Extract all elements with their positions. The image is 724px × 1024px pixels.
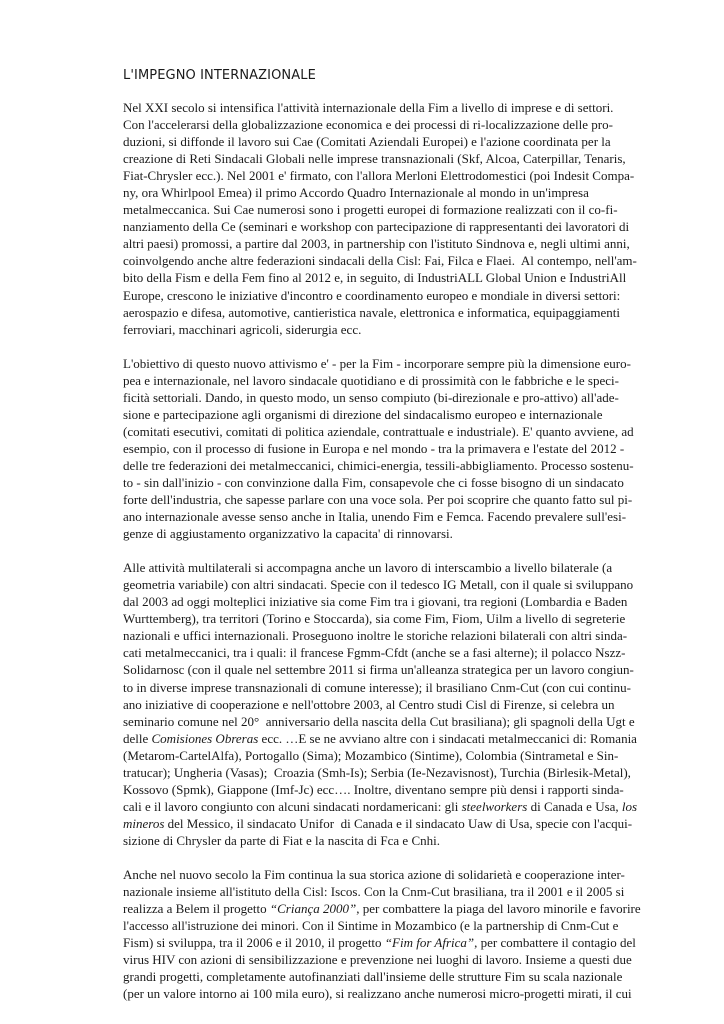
text-line: pea e internazionale, nel lavoro sindacale quotidiano e di prossimità con le fabbriche e le speci- [123, 372, 619, 388]
text-line: sizione di Chrysler da parte di Fiat e la nascita di Fca e Cnhi. [123, 832, 440, 848]
text-line: creazione di Reti Sindacali Globali nelle imprese transnazionali (Skf, Alcoa, Caterpillar, Tenaris, [123, 151, 626, 167]
text-line: nazionali e uffici internazionali. Proseguono inoltre le storiche relazioni bilaterali con altri sinda- [123, 628, 628, 644]
text-line: genze di aggiustamento organizzativo la capacita' di rinnovarsi. [123, 526, 453, 542]
text-line: mineros del Messico, il sindacato Unifor di Canada e il sindacato Uaw di Usa, specie con l'acqui- [123, 815, 633, 831]
text-line: (comitati esecutivi, comitati di politica aziendale, contrattuale e industriale). E' quanto avviene, ad [123, 423, 634, 439]
text-line: Wurttemberg), tra territori (Torino e Stoccarda), sia come Fim, Fiom, Uilm a livello di segreterie [123, 611, 626, 627]
text-line: metalmeccanica. Sui Cae numerosi sono i progetti europei di formazione realizzati con il co-fi- [123, 202, 618, 218]
text-line: delle tre federazioni dei metalmeccanici, chimici-energia, tessili-abbigliamento. Processo sostenu- [123, 457, 634, 473]
text-line: bito della Fism e della Fem fino al 2012 e, in seguito, di IndustriALL Global Union e IndustriAll [123, 270, 627, 286]
text-line: grandi progetti, completamente autofinanziati dall'insieme delle strutture Fim su scala nazionale [123, 969, 623, 985]
page-title: L'IMPEGNO INTERNAZIONALE [123, 68, 316, 83]
text-line: duzioni, si diffonde il lavoro sui Cae (Comitati Aziendali Europei) e l'azione coordinata per la [123, 134, 611, 150]
text-line: aerospazio e difesa, automotive, cantieristica navale, elettronica e informatica, equipaggiamenti [123, 304, 621, 320]
paragraph [123, 355, 663, 543]
text-line: sione e partecipazione agli organismi di direzione del sindacalismo europeo e internazionale [123, 406, 603, 422]
text-line: (per un valore intorno ai 100 mila euro), si realizzano anche numerosi micro-progetti mirati, il cui [123, 986, 632, 1002]
text-line: Anche nel nuovo secolo la Fim continua la sua storica azione di solidarietà e cooperazione inter- [123, 866, 625, 882]
text-line: Fism) si sviluppa, tra il 2006 e il 2010, il progetto “Fim for Africa”, per combattere il contagio del [123, 935, 636, 951]
text-line: ny, ora Whirlpool Emea) il primo Accordo Quadro Internazionale al mondo in un'impresa [123, 185, 589, 201]
text-line: virus HIV con azioni di sensibilizzazione e prevenzione nei luoghi di lavoro. Insieme a questi due [123, 952, 632, 968]
text-line: L'obiettivo di questo nuovo attivismo e' - per la Fim - incorporare sempre più la dimensione euro- [123, 355, 631, 371]
paragraph [123, 99, 663, 338]
text-line: to - sin dall'inizio - con convinzione dalla Fim, consapevole che ci fosse bisogno di un sindacato [123, 474, 624, 490]
text-line: Con l'accelerarsi della globalizzazione economica e dei processi di ri-localizzazione delle pro- [123, 117, 613, 133]
text-line: Kossovo (Spmk), Giappone (Imf-Jc) ecc…. Inoltre, diventano sempre più densi i rapporti sinda- [123, 781, 624, 797]
document-body [123, 99, 663, 1019]
text-line: ficità settoriali. Dando, in questo modo, un senso compiuto (bi-direzionale e pro-attivo) all'ade- [123, 389, 619, 405]
paragraph [123, 559, 663, 849]
text-line: cali e il lavoro congiunto con alcuni sindacati nordamericani: gli steelworkers di Canada e Usa, los [123, 798, 638, 814]
text-line: cati metalmeccanici, tra i quali: il francese Fgmm-Cfdt (anche se a fasi alterne); il polacco Nszz- [123, 645, 626, 661]
text-line: Solidarnosc (con il quale nel settembre 2011 si firma un'alleanza strategica per un lavoro congiun- [123, 662, 634, 678]
paragraph [123, 866, 663, 1002]
text-line: realizza a Belem il progetto “Criança 2000”, per combattere la piaga del lavoro minorile e favorire [123, 901, 641, 917]
text-line: to in diverse imprese transnazionali di comune interesse); il brasiliano Cnm-Cut (con cui continu- [123, 679, 631, 695]
text-line: coinvolgendo anche altre federazioni sindacali della Cisl: Fai, Filca e Flaei. Al contempo, nell'am- [123, 253, 637, 269]
text-line: altri paesi) promossi, a partire dal 2003, in partnership con l'istituto Sindnova e, negli ultimi anni, [123, 236, 630, 252]
text-line: dal 2003 ad oggi molteplici iniziative sia come Fim tra i giovani, tra regioni (Lombardia e Baden [123, 594, 628, 610]
text-line: forte dell'industria, che sapesse parlare con una voce sola. Per poi scoprire che quanto fatto sul pi- [123, 492, 633, 508]
text-line: ano iniziative di cooperazione e nell'ottobre 2003, al Centro studi Cisl di Firenze, si celebra un [123, 696, 615, 712]
text-line: ano internazionale avesse senso anche in Italia, unendo Fim e Femca. Facendo prevalere sull'esi- [123, 509, 627, 525]
text-line: Alle attività multilaterali si accompagna anche un lavoro di interscambio a livello bilaterale (a [123, 560, 613, 576]
text-line: nazionale insieme all'istituto della Cisl: Iscos. Con la Cnm-Cut brasiliana, tra il 2001 e il 2005 si [123, 884, 625, 900]
text-line: geometria variabile) con altri sindacati. Specie con il tedesco IG Metall, con il quale si sviluppano [123, 577, 634, 593]
text-line: (Metarom-CartelAlfa), Portogallo (Sima); Mozambico (Sintime), Colombia (Sintrametal e Sin- [123, 747, 619, 763]
text-line: delle Comisiones Obreras ecc. …E se ne avviano altre con i sindacati metalmeccanici di: Romania [123, 730, 637, 746]
text-line: ferroviari, macchinari agricoli, siderurgia ecc. [123, 321, 362, 337]
text-line: tratucar); Ungheria (Vasas); Croazia (Smh-Is); Serbia (Ie-Nezavisnost), Turchia (Birlesik-Metal), [123, 764, 631, 780]
text-line: nanziamento della Ce (seminari e workshop con partecipazione di rappresentanti dei lavoratori di [123, 219, 630, 235]
text-line: seminario comune nel 20° anniversario della nascita della Cut brasiliana); gli spagnoli della Ugt e [123, 713, 635, 729]
text-line: Europe, crescono le iniziative d'incontro e coordinamento europeo e mondiale in diversi settori: [123, 287, 621, 303]
text-line: Nel XXI secolo si intensifica l'attività internazionale della Fim a livello di imprese e di settori. [123, 100, 614, 115]
text-line: esempio, con il processo di fusione in Europa e nel mondo - tra la primavera e l'estate del 2012 - [123, 440, 625, 456]
text-line: l'accesso all'istruzione dei minori. Con il Sintime in Mozambico (e la partnership di Cnm-Cut e [123, 918, 619, 934]
text-line: Fiat-Chrysler ecc.). Nel 2001 e' firmato, con l'allora Merloni Elettrodomestici (poi Indesit Compa- [123, 168, 635, 184]
